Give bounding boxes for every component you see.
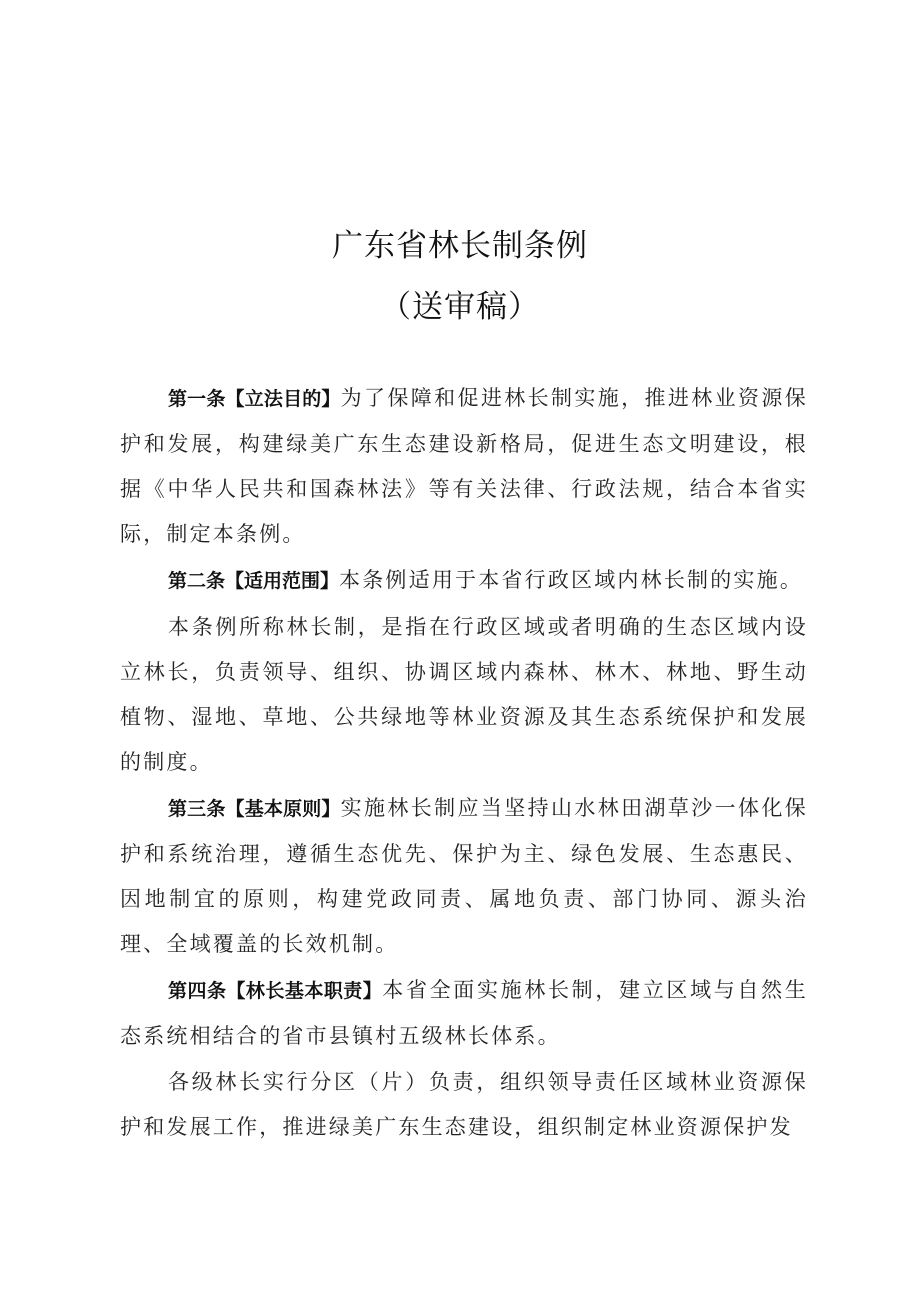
article-1 — [120, 376, 808, 557]
document-body — [120, 376, 808, 1151]
article-label: 第二条【适用范围】 — [168, 570, 340, 592]
article-text: 本省全面实施林长制，建立区域与自然生态系统相结合的省市县镇村五级林长体系。 — [120, 978, 808, 1048]
article-4 — [120, 968, 808, 1059]
article-text: 本条例适用于本省行政区域内林长制的实施。 — [339, 568, 804, 592]
document-subtitle: （送审稿） — [380, 289, 540, 325]
article-text: 本条例所称林长制，是指在行政区域或者明确的生态区域内设立林长，负责领导、组织、协调区域内森林、林木、林地、野生动植物、湿地、草地、公共绿地等林业资源及其生态系统保护和发展的制度。 — [120, 615, 808, 774]
article-4-paragraph — [120, 1060, 808, 1150]
article-label: 第四条【林长基本职责】 — [168, 980, 383, 1002]
article-label: 第三条【基本原则】 — [168, 798, 341, 820]
article-3 — [120, 786, 808, 967]
article-text: 各级林长实行分区（片）负责，组织领导责任区域林业资源保护和发展工作，推进绿美广东生态建设，组织制定林业资源保护发 — [120, 1070, 808, 1139]
article-label: 第一条【立法目的】 — [168, 388, 341, 410]
document-title: 广东省林长制条例 — [332, 228, 588, 264]
article-text: 实施林长制应当坚持山水林田湖草沙一体化保护和系统治理，遵循生态优先、保护为主、绿色发展、生态惠民、因地制宜的原则，构建党政同责、属地负责、部门协同、源头治理、全域覆盖的长效机制。 — [120, 796, 808, 956]
article-2 — [120, 558, 808, 604]
article-text: 为了保障和促进林长制实施，推进林业资源保护和发展，构建绿美广东生态建设新格局，促进生态文明建设，根据《中华人民共和国森林法》等有关法律、行政法规，结合本省实际，制定本条例。 — [120, 386, 808, 546]
article-2-paragraph — [120, 605, 808, 785]
